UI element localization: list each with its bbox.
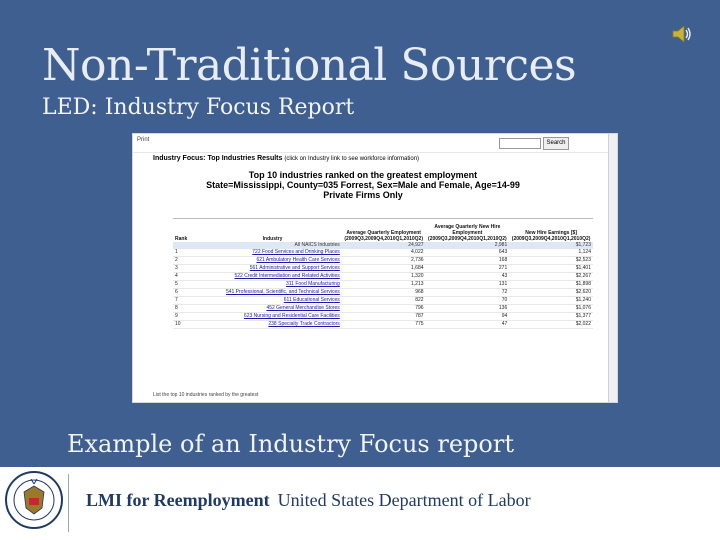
earnings-cell: $2,022 [509,321,593,329]
new-hire-cell: 47 [426,321,510,329]
earnings-cell: $2,267 [509,273,593,281]
earnings-cell: $1,898 [509,281,593,289]
report-title: Industry Focus: Top Industries Results (click on Industry link to see workforce information) [153,155,420,162]
rank-cell: 8 [173,305,203,313]
new-hire-cell: 136 [426,305,510,313]
earnings-cell: $1,377 [509,313,593,321]
col-employment: Average Quarterly Employment (2009Q3,2009Q4,2010Q1,2010Q2) [344,230,423,242]
table-row [173,273,593,281]
divider [173,218,593,219]
rank-cell: 5 [173,281,203,289]
new-hire-cell: 70 [426,297,510,305]
slide-subtitle: LED: Industry Focus Report [42,95,355,120]
table-row [173,297,593,305]
table-row [173,281,593,289]
earnings-cell: $1,401 [509,265,593,273]
industry-link[interactable]: 452 General Merchandise Stores [203,305,342,313]
new-hire-cell: 643 [426,249,510,257]
new-hire-cell: 271 [426,265,510,273]
table-row [173,265,593,273]
table-row [173,249,593,257]
col-industry: Industry [262,236,283,242]
employment-cell: 1,213 [342,281,426,289]
table-row [173,321,593,329]
footer-program: LMI for Reemployment [86,490,270,510]
industry-link[interactable]: 623 Nursing and Residential Care Facilities [203,313,342,321]
employment-cell: 796 [342,305,426,313]
print-link[interactable]: Print [137,137,150,143]
dol-seal-icon [4,470,64,530]
earnings-cell: $1,076 [509,305,593,313]
footer-department: United States Department of Labor [277,490,531,510]
footer-text [86,490,531,511]
employment-cell: 822 [342,297,426,305]
rank-cell: 4 [173,273,203,281]
industry-link[interactable]: 561 Administrative and Support Services [203,265,342,273]
industry-link[interactable]: 722 Food Services and Drinking Places [203,249,342,257]
rank-cell: 7 [173,297,203,305]
table-row [173,289,593,297]
rank-cell: 10 [173,321,203,329]
industry-link[interactable]: 541 Professional, Scientific, and Technical Services [203,289,342,297]
col-earnings: New Hire Earnings [$] (2009Q3,2009Q4,2010Q1,2010Q2) [511,230,591,242]
employment-cell: 968 [342,289,426,297]
table-row [173,313,593,321]
slide-title: Non-Traditional Sources [42,40,577,91]
industry-link[interactable]: 621 Ambulatory Health Care Services [203,257,342,265]
footer-divider [68,474,69,532]
employment-cell: 4,022 [342,249,426,257]
employment-cell: 775 [342,321,426,329]
new-hire-cell: 94 [426,313,510,321]
vertical-scrollbar[interactable] [608,134,617,402]
earnings-cell: $2,620 [509,289,593,297]
new-hire-cell: 168 [426,257,510,265]
earnings-cell: $1,240 [509,297,593,305]
employment-cell: 2,736 [342,257,426,265]
col-new-hire: Average Quarterly New Hire Employment (2009Q3,2009Q4,2010Q1,2010Q2) [428,224,507,242]
report-footer-note: List the top 10 industries ranked by the greatest [153,392,259,398]
rank-cell: 3 [173,265,203,273]
employment-cell: 787 [342,313,426,321]
search-button[interactable]: Search [543,137,569,150]
rank-cell: 9 [173,313,203,321]
earnings-cell: $2,523 [509,257,593,265]
table-row [173,305,593,313]
table-total-row: All NAICS Industries 24,927 2,981 $1,723 [173,242,593,249]
new-hire-cell: 131 [426,281,510,289]
new-hire-cell: 43 [426,273,510,281]
industry-link[interactable]: 238 Specialty Trade Contractors [203,321,342,329]
report-toolbar [133,134,617,153]
speaker-icon[interactable] [670,22,694,46]
search-input[interactable] [499,138,541,149]
employment-cell: 1,684 [342,265,426,273]
report-screenshot [132,133,618,403]
industry-link[interactable]: 311 Food Manufacturing [203,281,342,289]
employment-cell: 1,320 [342,273,426,281]
slide-caption: Example of an Industry Focus report [67,430,514,458]
rank-cell: 6 [173,289,203,297]
industry-table [173,224,593,329]
earnings-cell: 1,124 [509,249,593,257]
rank-cell: 2 [173,257,203,265]
col-rank: Rank [175,236,188,242]
rank-cell: 1 [173,249,203,257]
industry-link[interactable]: 611 Educational Services [203,297,342,305]
new-hire-cell: 72 [426,289,510,297]
report-headline: Top 10 industries ranked on the greatest employment State=Mississippi, County=035 Forrest, Sex=Male and Female, Age=14-99 Private Firms Only [206,170,520,200]
table-row [173,257,593,265]
industry-link[interactable]: 522 Credit Intermediation and Related Activities [203,273,342,281]
